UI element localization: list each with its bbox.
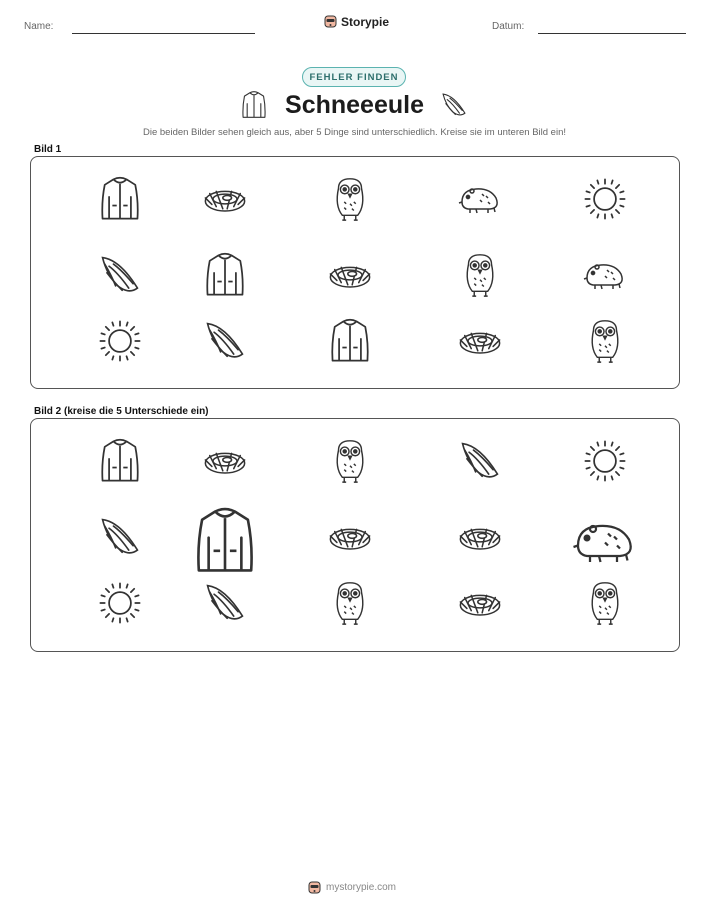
wing-icon[interactable] bbox=[201, 579, 249, 627]
lemming-icon bbox=[456, 175, 504, 223]
jacket-icon bbox=[326, 317, 374, 365]
nest-icon bbox=[326, 251, 374, 299]
nest-icon[interactable] bbox=[456, 579, 504, 627]
owl-icon bbox=[456, 251, 504, 299]
name-label: Name: bbox=[24, 21, 54, 32]
jacket-icon[interactable] bbox=[189, 505, 261, 577]
wing-icon bbox=[440, 90, 468, 120]
page-title: Schneeeule bbox=[285, 91, 424, 119]
wing-icon[interactable] bbox=[96, 513, 144, 561]
date-field[interactable] bbox=[538, 33, 686, 34]
owl-icon bbox=[581, 317, 629, 365]
wing-icon bbox=[201, 317, 249, 365]
brand-logo bbox=[324, 14, 389, 29]
nest-icon[interactable] bbox=[326, 513, 374, 561]
picture2-label: Bild 2 (kreise die 5 Unterschiede ein) bbox=[34, 406, 209, 417]
storypie-mascot-icon bbox=[324, 14, 337, 29]
sun-icon bbox=[581, 175, 629, 223]
nest-icon[interactable] bbox=[201, 437, 249, 485]
storypie-mascot-icon bbox=[308, 880, 321, 895]
nest-icon[interactable] bbox=[456, 513, 504, 561]
wing-icon[interactable] bbox=[456, 437, 504, 485]
nest-icon bbox=[456, 317, 504, 365]
footer bbox=[308, 880, 396, 895]
activity-badge: FEHLER FINDEN bbox=[302, 67, 406, 87]
jacket-icon bbox=[96, 175, 144, 223]
sun-icon bbox=[96, 317, 144, 365]
sun-icon[interactable] bbox=[581, 437, 629, 485]
owl-icon[interactable] bbox=[326, 579, 374, 627]
jacket-icon[interactable] bbox=[96, 437, 144, 485]
picture1-panel bbox=[30, 156, 680, 389]
name-field[interactable] bbox=[72, 33, 255, 34]
brand-name: Storypie bbox=[341, 14, 390, 29]
instructions: Die beiden Bilder sehen gleich aus, aber 5 Dinge sind unterschiedlich. Kreise sie im unteren Bild ein! bbox=[143, 127, 566, 138]
jacket-icon bbox=[201, 251, 249, 299]
lemming-icon[interactable] bbox=[569, 505, 641, 577]
sun-icon[interactable] bbox=[96, 579, 144, 627]
owl-icon bbox=[326, 175, 374, 223]
owl-icon[interactable] bbox=[581, 579, 629, 627]
picture1-label: Bild 1 bbox=[34, 144, 62, 155]
picture2-panel[interactable] bbox=[30, 418, 680, 652]
wing-icon bbox=[96, 251, 144, 299]
lemming-icon bbox=[581, 251, 629, 299]
nest-icon bbox=[201, 175, 249, 223]
footer-url: mystorypie.com bbox=[326, 882, 397, 893]
date-label: Datum: bbox=[492, 21, 525, 32]
owl-icon[interactable] bbox=[326, 437, 374, 485]
